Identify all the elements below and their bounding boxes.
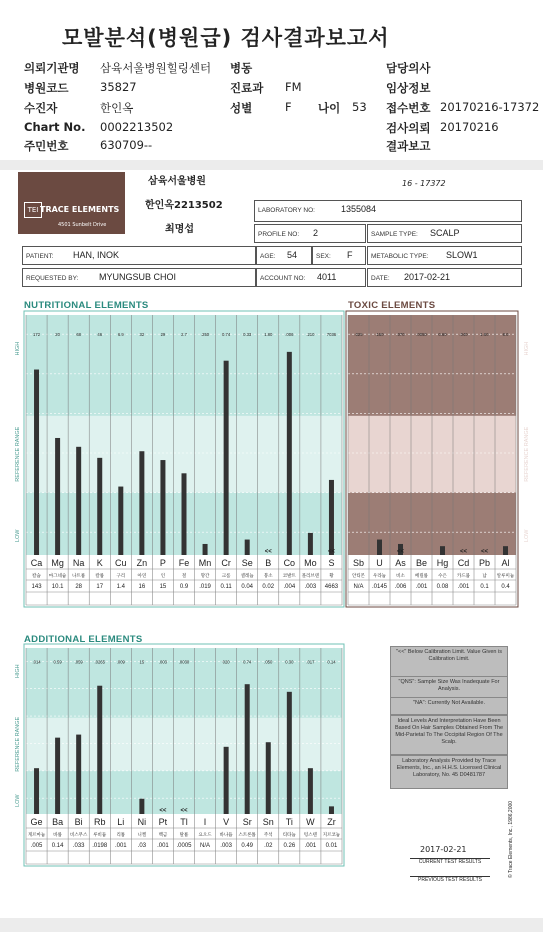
chart0-category-Zn: Zn (136, 558, 148, 568)
chart0-value-Na: 28 (75, 584, 83, 590)
chart0-scale-top-0: 172 (33, 332, 41, 338)
field-label-6: 수진자 (24, 101, 58, 115)
chart0-category-B: B (265, 558, 272, 568)
chart0-value-P: 15 (159, 584, 167, 590)
chart0-bar-Mo (308, 533, 313, 555)
chart2-category-Pt: Pt (158, 817, 168, 827)
report-title: 모발분석(병원급) 검사결과보고서 (62, 26, 390, 50)
chart2-low-label: LOW (15, 794, 21, 807)
chart2-scale-top-6: .003 (158, 659, 168, 665)
chart0-scale-top-5: 32 (139, 332, 145, 338)
account-no: 4011 (317, 272, 337, 282)
chart0-category-Mo: Mo (304, 558, 317, 568)
chart1-bar-Al (503, 546, 508, 555)
bottom-divider (0, 918, 543, 932)
chart2-value-V: .003 (220, 843, 232, 849)
legend-l2: "QNS": Sample Size Was Inadequate For Analysis. (390, 676, 508, 698)
field-value-4: FM (285, 80, 302, 94)
field-label-5: 임상정보 (386, 81, 431, 95)
chart2-korean-Sn: 주석 (263, 832, 273, 837)
stamp-patient: 한인옥2213502 (145, 200, 223, 211)
chart1-category-Cd: Cd (457, 558, 470, 568)
chart0-value-Cr: 0.11 (220, 584, 232, 590)
chart1-scale-top-5: .040 (459, 332, 468, 338)
chart0-value-Mo: .003 (304, 584, 317, 590)
chart1-category-Hg: Hg (436, 558, 449, 568)
chart2-korean-V: 바나듐 (219, 832, 233, 837)
chart2-scale-top-2: .059 (74, 659, 83, 665)
chart2-bar-Ni (139, 799, 144, 814)
chart0-value-Zn: 16 (138, 584, 146, 590)
chart1-korean-Sb: 안티몬 (351, 573, 366, 578)
chart1-korean-Pb: 납 (482, 573, 487, 578)
field-value-0: 삼육서울병원힐링센터 (100, 61, 212, 75)
logo-mark: TEI (24, 202, 42, 218)
chart1-category-Sb: Sb (352, 558, 365, 568)
chart0-category-Na: Na (72, 558, 85, 568)
chart2-category-W: W (306, 817, 315, 827)
chart0-korean-Ca: 칼슘 (32, 573, 41, 578)
chart2-korean-I: 요오드 (198, 832, 212, 837)
chart0-value-S: 4663 (324, 584, 339, 590)
chart0-value-Cu: 1.4 (116, 584, 125, 590)
chart0-category-P: P (159, 558, 166, 568)
metabolic-label: METABOLIC TYPE: (371, 253, 429, 260)
chart2-scale-top-12: 0.30 (285, 659, 294, 665)
chart1-high-label: HIGH (524, 341, 530, 356)
chart0-value-Co: .004 (283, 584, 296, 590)
handwritten-number: 16 - 17372 (402, 179, 446, 188)
chart1-category-As: As (395, 558, 406, 568)
age-label: AGE: (260, 253, 276, 260)
additional-title: ADDITIONAL ELEMENTS (24, 634, 143, 645)
chart0-category-K: K (96, 558, 103, 568)
chart2-korean-Zr: 지르코늄 (322, 832, 341, 837)
chart0-value-Ca: 143 (31, 584, 42, 590)
chart2-korean-Ni: 니켈 (137, 832, 147, 837)
chart0-below-B: << (264, 549, 272, 555)
sex-label: SEX: (316, 253, 331, 260)
chart1-korean-As: 비소 (396, 573, 405, 578)
chart2-reference-band (26, 718, 342, 771)
chart2-category-Li: Li (117, 817, 125, 827)
chart2-korean-Pt: 백금 (158, 832, 168, 837)
chart2-value-Rb: .0198 (92, 843, 108, 849)
chart2-korean-W: 텅스텐 (303, 832, 317, 837)
chart0-value-B: 0.02 (262, 584, 275, 590)
chart2-scale-top-3: .0265 (94, 659, 105, 665)
chart2-value-Tl: .0005 (176, 843, 192, 849)
chart1-scale-top-6: 1.60 (480, 332, 489, 338)
requested-by: MYUNGSUB CHOI (99, 272, 177, 282)
chart2-value-Sn: .02 (264, 843, 273, 849)
chart0-scale-top-7: 2.7 (181, 332, 187, 338)
field-value-7: F (285, 100, 292, 114)
field-value-9: 20170216-17372 (440, 100, 540, 114)
chart2-scale-top-7: .0030 (178, 659, 190, 665)
legend-l4: Ideal Levels And Interpretation Have Been Based On Hair Samples Obtained From The Mid-Parietal To The Occipital Region Of The Scalp. (390, 715, 508, 755)
chart0-bar-K (97, 458, 102, 555)
chart0-category-S: S (328, 558, 335, 568)
chart1-korean-Be: 베릴륨 (414, 573, 429, 578)
chart0-korean-Se: 셀레늄 (240, 573, 254, 578)
chart1-value-Pb: 0.1 (480, 584, 489, 590)
chart0-korean-Cr: 크롬 (221, 573, 231, 578)
chart1-reference-label: REFERENCE RANGE (524, 426, 530, 482)
chart0-value-K: 17 (96, 584, 104, 590)
chart0-korean-Zn: 아연 (137, 573, 147, 578)
chart1-korean-Al: 알루미늄 (496, 573, 515, 578)
chart2-reference-label: REFERENCE RANGE (15, 716, 21, 772)
chart0-category-Cr: Cr (221, 558, 231, 568)
chart0-bar-Mg (55, 438, 60, 555)
chart2-bar-Ti (287, 692, 292, 814)
chart1-scale-top-0: .025 (354, 332, 363, 338)
age: 54 (287, 250, 298, 260)
legend-l1: "<<" Below Calibration Limit. Value Given is Calibration Limit. (390, 646, 508, 680)
chart0-category-Co: Co (283, 558, 296, 568)
chart2-category-Rb: Rb (93, 817, 106, 827)
chart2-korean-Tl: 탈륨 (179, 832, 189, 837)
chart0-reference-label: REFERENCE RANGE (15, 426, 21, 482)
chart2-bar-Ge (34, 768, 39, 814)
chart2-bar-W (308, 768, 313, 814)
chart1-value-U: .0145 (371, 584, 388, 590)
chart0-bar-Cr (224, 361, 229, 555)
field-label-7: 성별 (230, 101, 253, 115)
sex: F (347, 250, 353, 260)
chart2-category-Zr: Zr (327, 817, 336, 827)
chart1-low-label: LOW (524, 529, 530, 543)
chart1-scale-top-3: .0050 (416, 332, 427, 338)
chart1-value-Cd: .001 (457, 584, 470, 590)
chart1-value-Sb: N/A (353, 584, 364, 590)
chart0-korean-P: 인 (160, 573, 166, 578)
chart0-scale-top-8: .250 (200, 332, 210, 338)
chart2-below-Tl: << (180, 808, 188, 814)
chart2-category-V: V (223, 817, 230, 827)
chart2-scale-top-10: 0.74 (243, 659, 252, 665)
chart1-below-Pb: << (480, 549, 489, 555)
chart2-korean-Ti: 티타늄 (282, 832, 296, 837)
chart0-korean-Co: 코발트 (282, 573, 296, 578)
chart1-scale-top-2: .070 (396, 332, 405, 338)
field-label-4: 진료과 (230, 81, 264, 95)
chart1-value-Hg: 0.08 (436, 584, 449, 590)
date-label: DATE: (371, 275, 390, 282)
account-label: ACCOUNT NO: (260, 275, 306, 282)
patient-name: HAN, INOK (73, 250, 120, 260)
legend-l3: "NA": Currently Not Available. (390, 697, 508, 715)
chart0-korean-Na: 나트륨 (72, 573, 86, 578)
chart2-korean-Bi: 비스무스 (69, 832, 88, 837)
chart1-category-Be: Be (415, 558, 428, 568)
field-value-12: 630709-- (100, 138, 153, 152)
sample-type: SCALP (430, 228, 460, 238)
chart0-scale-top-10: 0.33 (243, 332, 252, 338)
field-value-3: 35827 (100, 80, 137, 94)
field-label-3: 병원코드 (24, 81, 69, 95)
chart2-category-Bi: Bi (74, 817, 83, 827)
chart1-scale-top-4: 0.60 (438, 332, 447, 338)
chart2-category-Tl: Tl (180, 817, 188, 827)
chart1-below-As: << (396, 549, 405, 555)
chart0-bar-Se (245, 540, 250, 555)
chart0-korean-K: 칼륨 (95, 573, 105, 578)
chart0-bar-S (329, 480, 334, 555)
chart0-scale-top-3: 46 (97, 332, 103, 338)
chart2-value-Pt: .001 (157, 843, 169, 849)
chart2-bar-Sr (245, 684, 250, 814)
chart2-korean-Li: 리튬 (116, 832, 126, 837)
chart2-scale-top-11: .050 (264, 659, 273, 665)
chart0-category-Fe: Fe (178, 558, 190, 568)
field-value-11: 20170216 (440, 120, 499, 134)
chart0-bar-Mn (203, 544, 208, 555)
stamp-doctor: 최명섭 (165, 224, 194, 235)
chart0-korean-Mg: 마그네슘 (48, 573, 67, 578)
chart1-value-As: .006 (394, 584, 407, 590)
stamp-hospital: 삼육서울병원 (148, 176, 206, 187)
chart1-scale-top-1: .150 (375, 332, 384, 338)
chart2-below-Pt: << (159, 808, 167, 814)
chart2-bar-Sn (266, 742, 271, 814)
chart1-value-Be: .001 (415, 584, 428, 590)
copyright: © Trace Elements, Inc., 1986,2000 (508, 800, 514, 878)
chart1-bar-U (377, 540, 382, 555)
chart0-value-Fe: 0.9 (179, 584, 189, 590)
metabolic-type: SLOW1 (446, 250, 478, 260)
chart2-bar-V (224, 747, 229, 814)
chart2-category-Sn: Sn (262, 817, 274, 827)
field-label-11: 검사의뢰 (386, 121, 431, 135)
requested-label: REQUESTED BY: (26, 275, 79, 282)
chart2-value-Zr: 0.01 (325, 843, 338, 849)
chart1-scale-top-7: 8.0 (502, 332, 509, 338)
laboratory-no: 1355084 (341, 204, 377, 214)
chart2-value-Bi: .033 (72, 843, 85, 849)
chart2-value-W: .001 (304, 843, 317, 849)
chart2-value-Ge: .005 (30, 843, 43, 849)
chart0-scale-top-4: 6.9 (117, 332, 124, 338)
field-value-10: 0002213502 (100, 120, 174, 134)
chart0-value-Se: 0.04 (241, 584, 254, 590)
chart0-scale-top-13: .210 (306, 332, 315, 338)
chart0-scale-top-2: 68 (76, 332, 82, 338)
chart0-value-Mg: 10.1 (51, 584, 64, 590)
chart2-scale-top-13: .017 (306, 659, 315, 665)
laboratory-no-label: LABORATORY NO: (258, 207, 315, 214)
chart2-scale-top-1: 0.59 (53, 659, 62, 665)
chart0-value-Mn: .019 (199, 584, 211, 590)
chart0-scale-top-6: 29 (160, 332, 166, 338)
chart1-value-Al: 0.4 (501, 584, 510, 590)
chart0-scale-top-9: 0.74 (222, 332, 231, 338)
chart2-category-I: I (203, 817, 207, 827)
chart2-high-label: HIGH (15, 664, 21, 679)
chart2-category-Ba: Ba (52, 817, 64, 827)
chart2-korean-Rb: 루비듐 (93, 832, 107, 837)
chart2-value-I: N/A (200, 843, 211, 849)
chart0-category-Se: Se (241, 558, 253, 568)
chart0-bar-Co (287, 352, 292, 555)
chart2-category-Sr: Sr (242, 817, 252, 827)
chart2-scale-top-14: 0.14 (327, 659, 336, 665)
chart0-korean-Mn: 망간 (200, 573, 210, 578)
patient-label: PATIENT: (26, 253, 54, 260)
chart1-korean-U: 우라늄 (372, 573, 387, 578)
profile-no-label: PROFILE NO: (258, 231, 300, 238)
field-label-2: 담당의사 (386, 61, 431, 75)
field-label-13: 결과보고 (386, 139, 431, 153)
current-date: 2017-02-21 (420, 845, 467, 854)
chart0-low-label: LOW (15, 529, 21, 543)
chart2-category-Ge: Ge (30, 817, 43, 827)
chart0-scale-top-14: 7036 (326, 332, 337, 338)
current-results-label: CURRENT TEST RESULTS (410, 858, 490, 865)
chart2-scale-top-4: .009 (116, 659, 125, 665)
chart2-category-Ti: Ti (285, 817, 293, 827)
chart0-bar-Cu (118, 487, 123, 555)
chart2-bar-Rb (97, 686, 102, 814)
chart0-category-Cu: Cu (115, 558, 127, 568)
nutritional-title: NUTRITIONAL ELEMENTS (24, 300, 149, 311)
chart2-value-Ti: 0.26 (283, 843, 296, 849)
legend-l5: Laboratory Analysis Provided by Trace Elements, Inc., an H.H.S. Licensed Clinical Laboratory, No. 45 D0481787 (390, 755, 508, 789)
chart0-korean-Fe: 철 (181, 573, 187, 578)
field-value-8: 53 (352, 100, 367, 114)
field-label-0: 의뢰기관명 (24, 61, 80, 75)
chart0-scale-top-12: .006 (285, 332, 294, 338)
chart1-korean-Cd: 카드뮴 (456, 573, 471, 578)
chart0-category-Mg: Mg (51, 558, 64, 568)
field-label-10: Chart No. (24, 120, 86, 134)
toxic-title: TOXIC ELEMENTS (348, 300, 436, 311)
chart0-bar-Ca (34, 370, 39, 555)
field-label-9: 접수번호 (386, 101, 431, 115)
chart1-category-Al: Al (501, 558, 510, 568)
field-label-8: 나이 (318, 101, 341, 115)
chart2-korean-Ba: 바륨 (53, 832, 62, 837)
chart2-scale-top-9: 020 (222, 659, 230, 665)
sample-type-label: SAMPLE TYPE: (371, 231, 418, 238)
chart2-value-Li: .001 (114, 843, 127, 849)
chart1-category-Pb: Pb (478, 558, 491, 568)
report-date: 2017-02-21 (404, 272, 451, 282)
chart0-scale-top-11: 1.80 (264, 332, 273, 338)
chart0-korean-Cu: 구리 (116, 573, 126, 578)
chart0-below-S: << (327, 549, 335, 555)
field-value-6: 한인옥 (100, 101, 134, 115)
field-label-12: 주민번호 (24, 139, 69, 153)
chart2-bar-Zr (329, 806, 334, 814)
chart2-bar-Ba (55, 738, 60, 814)
chart2-value-Sr: 0.49 (241, 843, 254, 849)
chart0-bar-Fe (182, 473, 187, 555)
chart0-bar-Na (76, 447, 81, 555)
chart2-korean-Sr: 스트론튬 (238, 832, 256, 837)
logo-address: 4501 Sunbelt Drive (58, 222, 107, 228)
chart0-category-Mn: Mn (198, 558, 212, 568)
previous-results-label: PREVIOUS TEST RESULTS (410, 876, 490, 883)
chart2-scale-top-0: .014 (32, 659, 41, 665)
chart2-value-Ba: 0.14 (51, 843, 64, 849)
chart2-bar-Bi (76, 735, 81, 814)
chart2-value-Ni: .03 (137, 843, 147, 849)
chart2-scale-top-5: 15 (139, 659, 145, 665)
chart1-bar-Hg (440, 546, 445, 555)
chart0-bar-Zn (139, 451, 144, 555)
chart1-below-Cd: << (459, 549, 468, 555)
chart1-korean-Hg: 수은 (438, 573, 447, 578)
chart0-scale-top-1: 20 (55, 332, 60, 338)
chart1-category-U: U (376, 558, 383, 568)
field-label-1: 병동 (230, 61, 253, 75)
chart0-bar-P (160, 460, 165, 555)
chart0-category-Ca: Ca (30, 558, 43, 568)
chart2-korean-Ge: 게르마늄 (27, 832, 46, 837)
chart0-korean-Mo: 몰리브덴 (301, 573, 320, 578)
chart2-category-Ni: Ni (137, 817, 147, 827)
chart0-korean-B: 붕소 (263, 573, 273, 578)
chart0-high-label: HIGH (15, 341, 21, 356)
logo-name: TRACE ELEMENTS (40, 205, 120, 214)
profile-no: 2 (313, 228, 319, 238)
chart0-korean-S: 황 (329, 573, 334, 578)
